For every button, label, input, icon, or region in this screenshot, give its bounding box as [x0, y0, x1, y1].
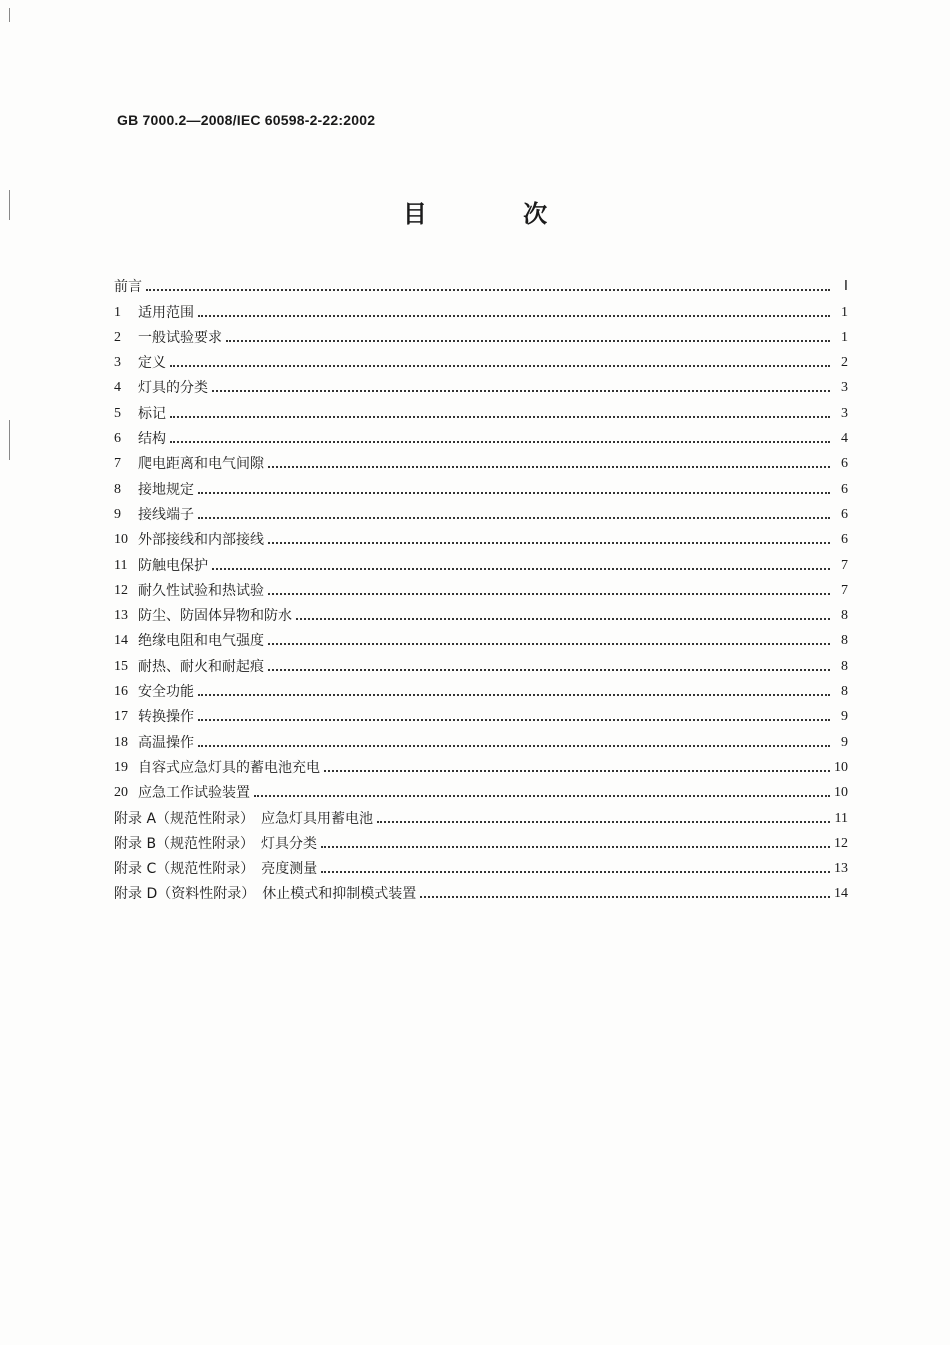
dot-leader [170, 441, 830, 443]
toc-entry-page: 8 [841, 684, 848, 700]
toc-entry-label: 爬电距离和电气间隙 [138, 456, 264, 473]
toc-entry-number: 8 [114, 481, 121, 497]
toc-entry[interactable] [114, 828, 848, 853]
toc-entry-label: 防触电保护 [138, 557, 208, 574]
toc-entry[interactable] [114, 600, 848, 625]
toc-entry[interactable] [114, 650, 848, 675]
toc-entry-label: 一般试验要求 [138, 329, 222, 346]
toc-entry[interactable] [114, 296, 848, 321]
toc-entry-page: 9 [841, 709, 848, 725]
dot-leader [268, 669, 830, 671]
toc-entry-label: 标记 [138, 405, 166, 422]
toc-entry-page: 1 [841, 329, 848, 345]
dot-leader [377, 821, 830, 823]
toc-entry-label: 耐久性试验和热试验 [138, 582, 264, 599]
toc-entry-label: 耐热、耐火和耐起痕 [138, 658, 264, 675]
toc-entry-number: 18 [114, 734, 128, 750]
toc-entry-number: 13 [114, 608, 128, 624]
toc-entry-page: 3 [841, 405, 848, 421]
toc-entry-page: 10 [834, 759, 848, 775]
toc-entry-page: 2 [841, 355, 848, 371]
dot-leader [198, 694, 830, 696]
toc-entry[interactable] [114, 802, 848, 827]
toc-entry-label: 附录 A（规范性附录） 应急灯具用蓄电池 [114, 810, 374, 827]
toc-entry-label: 应急工作试验装置 [138, 785, 250, 802]
toc-entry-page: 8 [841, 633, 848, 649]
toc-entry[interactable] [114, 397, 848, 422]
dot-leader [198, 517, 830, 519]
toc-entry[interactable] [114, 347, 848, 372]
toc-entry-label: 外部接线和内部接线 [138, 532, 264, 549]
toc-entry-page: 9 [841, 734, 848, 750]
dot-leader [296, 618, 830, 620]
toc-entry-page: 6 [841, 506, 848, 522]
toc-entry-label: 适用范围 [138, 304, 194, 321]
dot-leader [226, 340, 830, 342]
toc-entry-label: 定义 [138, 355, 166, 372]
toc-entry[interactable] [114, 777, 848, 802]
dot-leader [198, 315, 830, 317]
toc-entry-page: 11 [834, 810, 848, 826]
toc-entry-page: 4 [841, 431, 848, 447]
toc-entry-number: 4 [114, 380, 121, 396]
toc-entry[interactable] [114, 271, 848, 296]
toc-entry-number: 19 [114, 759, 128, 775]
toc-entry[interactable] [114, 701, 848, 726]
toc-entry-label: 防尘、防固体异物和防水 [138, 608, 292, 625]
toc-entry-page: 1 [841, 304, 848, 320]
toc-entry-label: 自容式应急灯具的蓄电池充电 [138, 759, 320, 776]
toc-entry-number: 14 [114, 633, 128, 649]
toc-entry[interactable] [114, 625, 848, 650]
toc-entry-page: 6 [841, 456, 848, 472]
toc-entry-number: 16 [114, 684, 128, 700]
toc-entry[interactable] [114, 372, 848, 397]
toc-entry[interactable] [114, 524, 848, 549]
toc-entry[interactable] [114, 853, 848, 878]
toc-entry-number: 6 [114, 431, 121, 447]
toc-entry-number: 7 [114, 456, 121, 472]
dot-leader [212, 568, 830, 570]
toc-entry[interactable] [114, 322, 848, 347]
toc-entry-number: 17 [114, 709, 128, 725]
toc-entry-number: 20 [114, 785, 128, 801]
toc-entry-label: 附录 D（资料性附录） 休止模式和抑制模式装置 [114, 886, 417, 903]
toc-entry-page: 6 [841, 481, 848, 497]
toc-entry-page: 7 [841, 582, 848, 598]
toc-entry-page: 3 [841, 380, 848, 396]
toc-entry-number: 12 [114, 582, 128, 598]
dot-leader [170, 365, 830, 367]
toc-entry-label: 附录 B（规范性附录） 灯具分类 [114, 835, 318, 852]
toc-entry[interactable] [114, 473, 848, 498]
dot-leader [254, 795, 830, 797]
scan-artifact [9, 420, 10, 460]
toc-entry-page: 7 [841, 557, 848, 573]
dot-leader [321, 846, 830, 848]
toc-entry[interactable] [114, 676, 848, 701]
toc-entry-label: 前言 [114, 279, 142, 296]
toc-entry[interactable] [114, 448, 848, 473]
toc-entry[interactable] [114, 878, 848, 903]
toc-entry-number: 1 [114, 304, 121, 320]
dot-leader [321, 871, 830, 873]
dot-leader [420, 896, 830, 898]
toc-entry-page: 13 [834, 861, 848, 877]
toc-entry-label: 灯具的分类 [138, 380, 208, 397]
toc-entry[interactable] [114, 726, 848, 751]
toc-entry-page: 8 [841, 608, 848, 624]
toc-entry-page: 8 [841, 658, 848, 674]
toc-entry-page: 10 [834, 785, 848, 801]
scan-artifact [9, 8, 10, 22]
toc-entry-label: 高温操作 [138, 734, 194, 751]
dot-leader [268, 643, 830, 645]
toc-entry[interactable] [114, 575, 848, 600]
toc-entry-number: 10 [114, 532, 128, 548]
dot-leader [268, 542, 830, 544]
standard-code: GB 7000.2—2008/IEC 60598-2-22:2002 [117, 112, 376, 128]
toc-entry-number: 5 [114, 405, 121, 421]
toc-entry[interactable] [114, 549, 848, 574]
toc-entry-number: 15 [114, 658, 128, 674]
toc-entry-label: 转换操作 [138, 709, 194, 726]
toc-entry-number: 2 [114, 329, 121, 345]
toc-entry-label: 绝缘电阻和电气强度 [138, 633, 264, 650]
toc-entry-number: 11 [114, 557, 128, 573]
dot-leader [268, 593, 830, 595]
toc-entry-page: 12 [834, 835, 848, 851]
page-title: 目 次 [402, 200, 592, 228]
toc-entry-label: 附录 C（规范性附录） 亮度测量 [114, 861, 318, 878]
toc-entry-page: Ⅰ [843, 279, 848, 295]
toc-entry-page: 6 [841, 532, 848, 548]
toc-entry[interactable] [114, 752, 848, 777]
table-of-contents [114, 271, 848, 903]
toc-entry[interactable] [114, 423, 848, 448]
toc-entry-label: 结构 [138, 431, 166, 448]
toc-entry-page: 14 [834, 886, 848, 902]
dot-leader [198, 719, 830, 721]
toc-entry-number: 3 [114, 355, 121, 371]
dot-leader [170, 416, 830, 418]
dot-leader [268, 466, 830, 468]
dot-leader [198, 745, 830, 747]
toc-entry[interactable] [114, 499, 848, 524]
dot-leader [198, 492, 830, 494]
toc-entry-label: 接线端子 [138, 506, 194, 523]
dot-leader [324, 770, 830, 772]
toc-entry-number: 9 [114, 506, 121, 522]
dot-leader [212, 390, 830, 392]
toc-entry-label: 接地规定 [138, 481, 194, 498]
toc-entry-label: 安全功能 [138, 684, 194, 701]
dot-leader [146, 289, 830, 291]
